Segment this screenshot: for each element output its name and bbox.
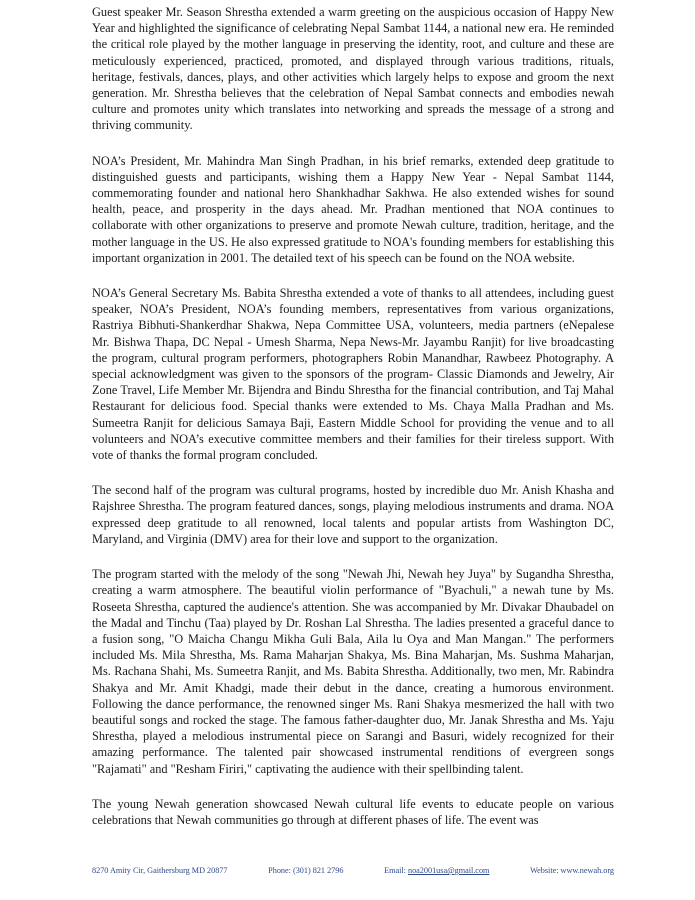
paragraph-young-generation: The young Newah generation showcased Newah cultural life events to educate people on various celebrations that Newah communities go through at different phases of life. The event was — [92, 796, 614, 827]
paragraph-guest-speaker: Guest speaker Mr. Season Shrestha extended a warm greeting on the auspicious occasion of Happy New Year and highlighted the significance of celebrating Nepal Sambat 1144, a national new era. He reminded the critical role played by the mother language in preserving the identity, root, and culture and these are meticulously experienced, practiced, promoted, and displayed through various traditions, rituals, heritage, festivals, dances, plays, and other activities which largely helps to expose and groom the next generation. Mr. Shrestha believes that the celebration of Nepal Sambat connects and embodies newah culture and promotes unity which translates into networking and spreads the message of a strong and thriving community. — [92, 5, 614, 133]
paragraph-president-remarks: NOA’s President, Mr. Mahindra Man Singh Pradhan, in his brief remarks, extended deep gratitude to distinguished guests and participants, wishing them a Happy New Year - Nepal Sambat 1144, commemorating founder and national hero Shankhadhar Sakhwa. He also extended wishes for sound health, peace, and prosperity in the days ahead. Mr. Pradhan mentioned that NOA continues to collaborate with other organizations to preserve and promote Newah culture, tradition, heritage, and the mother language in the US. He also expressed gratitude to NOA's founding members for establishing this important organization in 2001. The detailed text of his speech can be found on the NOA website. — [92, 153, 614, 265]
document-body — [92, 4, 614, 847]
paragraph-vote-of-thanks: NOA’s General Secretary Ms. Babita Shrestha extended a vote of thanks to all attendees, including guest speaker, NOA’s President, NOA’s founding members, representatives from various organizations, Rastriya Bibhuti-Shankerdhar Shakwa, Nepa Committee USA, volunteers, media partners (eNepalese Mr. Bishwa Thapa, DC Nepal - Umesh Sharma, Nepa News-Mr. Jayambu Ranjit) for live broadcasting the program, cultural program performers, photographers Robin Manandhar, Rawbeez Photography. A special acknowledgment was given to the sponsors of the program- Classic Diamonds and Jewelry, Air Zone Travel, Life Member Mr. Bijendra and Bindu Shrestha for the financial contribution, and Taj Mahal Restaurant for delicious food. Special thanks were extended to Ms. Chaya Malla Pradhan and Ms. Sumeetra Ranjit for delicious Samaya Baji, Eastern Middle School for providing the venue and to all volunteers and NOA’s executive committee members and their families for their tireless support. With vote of thanks the formal program concluded. — [92, 286, 614, 463]
footer-email-link[interactable]: noa2001usa@gmail.com — [407, 866, 490, 875]
footer-website: Website: www.newah.org — [530, 866, 614, 875]
footer-address: 8270 Amity Cir, Gaithersburg MD 20877 — [92, 866, 228, 875]
footer-phone: Phone: (301) 821 2796 — [268, 866, 344, 875]
page-footer — [92, 866, 614, 875]
paragraph-cultural-programs: The second half of the program was cultural programs, hosted by incredible duo Mr. Anish Khasha and Rajshree Shrestha. The program featured dances, songs, playing melodious instruments and drama. NOA expressed deep gratitude to all renowned, local talents and popular artists from Washington DC, Maryland, and Virginia (DMV) area for their love and support to the organization. — [92, 483, 614, 546]
footer-email-group — [384, 866, 489, 875]
footer-email-label: Email: — [384, 866, 408, 875]
paragraph-performances: The program started with the melody of the song "Newah Jhi, Newah hey Juya" by Sugandha Shrestha, creating a warm atmosphere. The beautiful violin performance of "Byachuli," a newah tune by Ms. Roseeta Shrestha, captured the audience's attention. She was accompanied by Mr. Divakar Dhaubadel on the Madal and Tinchu (Taa) played by Dr. Roshan Lal Shrestha. The ladies presented a graceful dance to a fusion song, "O Maicha Changu Mikha Guli Bala, Aila lu Oya and Man Mangan." The performers included Ms. Mila Shrestha, Ms. Rama Maharjan Shakya, Ms. Bina Maharjan, Ms. Sushma Maharjan, Ms. Rachana Shahi, Ms. Sumeetra Ranjit, and Ms. Babita Shrestha. Additionally, two men, Mr. Rabindra Shakya and Mr. Amit Khadgi, made their debut in the dance, creating a humorous environment. Following the dance performance, the renowned singer Ms. Rani Shakya mesmerized the hall with two beautiful songs and rocked the stage. The famous father-daughter duo, Mr. Janak Shrestha and Ms. Yaju Shrestha, played a melodious instrumental piece on Sarangi and Basuri, widely recognized for their amazing performance. The talented pair showcased instrumental renditions of evergreen songs "Rajamati" and "Resham Firiri," captivating the audience with their spellbinding talent. — [92, 567, 614, 776]
